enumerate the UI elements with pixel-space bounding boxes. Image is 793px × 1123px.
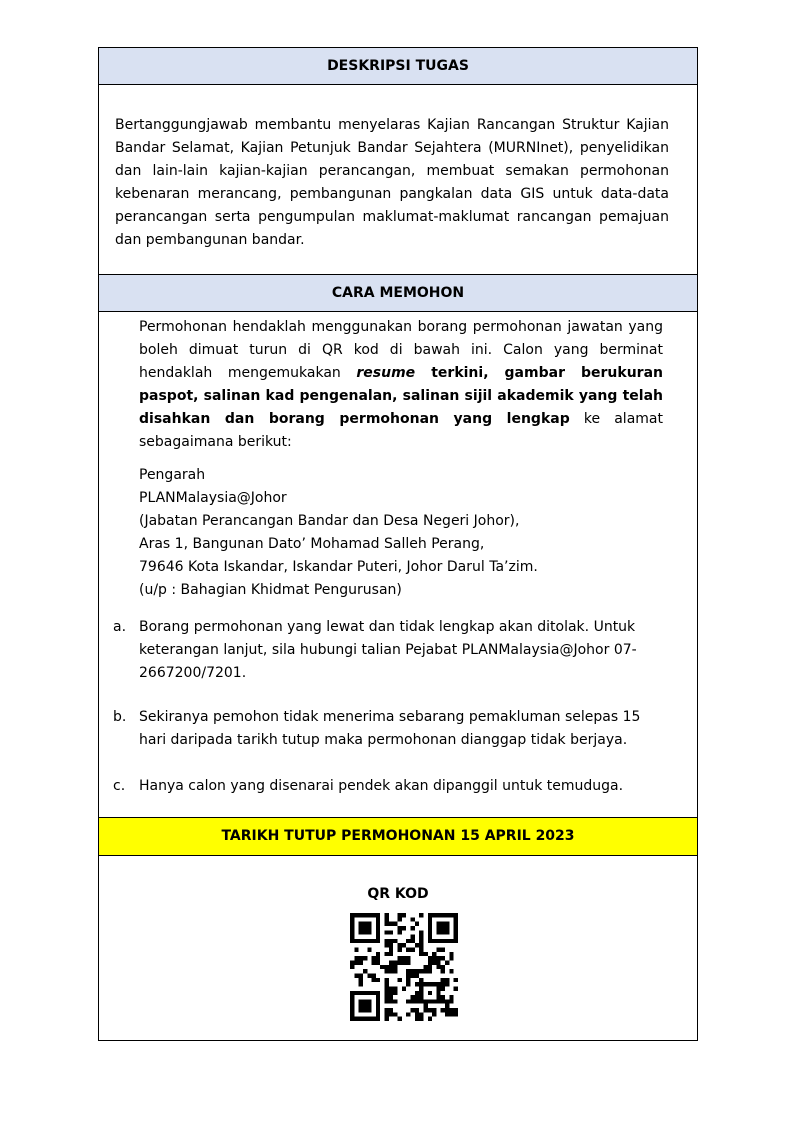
- intro-part-1: Permohonan hendaklah menggunakan borang permohonan jawatan yang boleh dimuat turun di QR kod di bawah ini. Calon yang berminat hendaklah mengemukakan: [139, 319, 663, 381]
- closing-date-header: [99, 817, 697, 856]
- note-text: Sekiranya pemohon tidak menerima sebarang pemakluman selepas 15 hari daripada tarikh tutup maka permohonan dianggap tidak berjaya.: [139, 709, 641, 748]
- note-item: [113, 706, 669, 752]
- address-line: (Jabatan Perancangan Bandar dan Desa Negeri Johor),: [139, 513, 520, 529]
- note-text: Borang permohonan yang lewat dan tidak lengkap akan ditolak. Untuk keterangan lanjut, sila hubungi talian Pejabat PLANMalaysia@Johor 07-2667200/7201.: [139, 619, 637, 681]
- intro-part-2: ke alamat sebagaimana berikut:: [139, 411, 663, 450]
- job-info-table: [98, 47, 698, 1041]
- deskripsi-tugas-title: DESKRIPSI TUGAS: [327, 58, 469, 74]
- cara-memohon-intro: [139, 316, 663, 454]
- note-item: [113, 775, 669, 798]
- address-line: (u/p : Bahagian Khidmat Pengurusan): [139, 582, 402, 598]
- intro-resume: resume: [356, 365, 416, 381]
- note-letter: a.: [113, 619, 127, 635]
- address-line: Aras 1, Bangunan Dato’ Mohamad Salleh Perang,: [139, 536, 485, 552]
- note-letter: b.: [113, 709, 127, 725]
- closing-date-title: TARIKH TUTUP PERMOHONAN 15 APRIL 2023: [221, 828, 575, 844]
- note-item: [113, 616, 669, 685]
- cara-memohon-title: CARA MEMOHON: [331, 285, 465, 301]
- qr-label: QR KOD: [367, 886, 429, 902]
- cara-memohon-header: [99, 274, 697, 312]
- note-text: Hanya calon yang disenarai pendek akan dipanggil untuk temuduga.: [139, 778, 624, 794]
- address-line: 79646 Kota Iskandar, Iskandar Puteri, Johor Darul Ta’zim.: [139, 559, 538, 575]
- qr-code-icon[interactable]: [350, 913, 458, 1021]
- deskripsi-tugas-header: [99, 48, 697, 85]
- address-line: PLANMalaysia@Johor: [139, 490, 287, 506]
- deskripsi-tugas-text: Bertanggungjawab membantu menyelaras Kajian Rancangan Struktur Kajian Bandar Selamat, Kajian Petunjuk Bandar Sejahtera (MURNInet), penyelidikan dan lain-lain kajian-kajian perancangan, membuat semakan permohonan kebenaran merancang, pembangunan pangkalan data GIS untuk data-data perancangan serta pengumpulan maklumat-maklumat rancangan pemajuan dan pembangunan bandar.: [115, 117, 669, 248]
- intro-bold-part: terkini, gambar berukuran paspot, salinan kad pengenalan, salinan sijil akademik yang telah disahkan dan borang permohonan yang lengkap: [139, 365, 663, 427]
- note-letter: c.: [113, 778, 126, 794]
- address-line: Pengarah: [139, 467, 206, 483]
- address-block: [139, 464, 538, 602]
